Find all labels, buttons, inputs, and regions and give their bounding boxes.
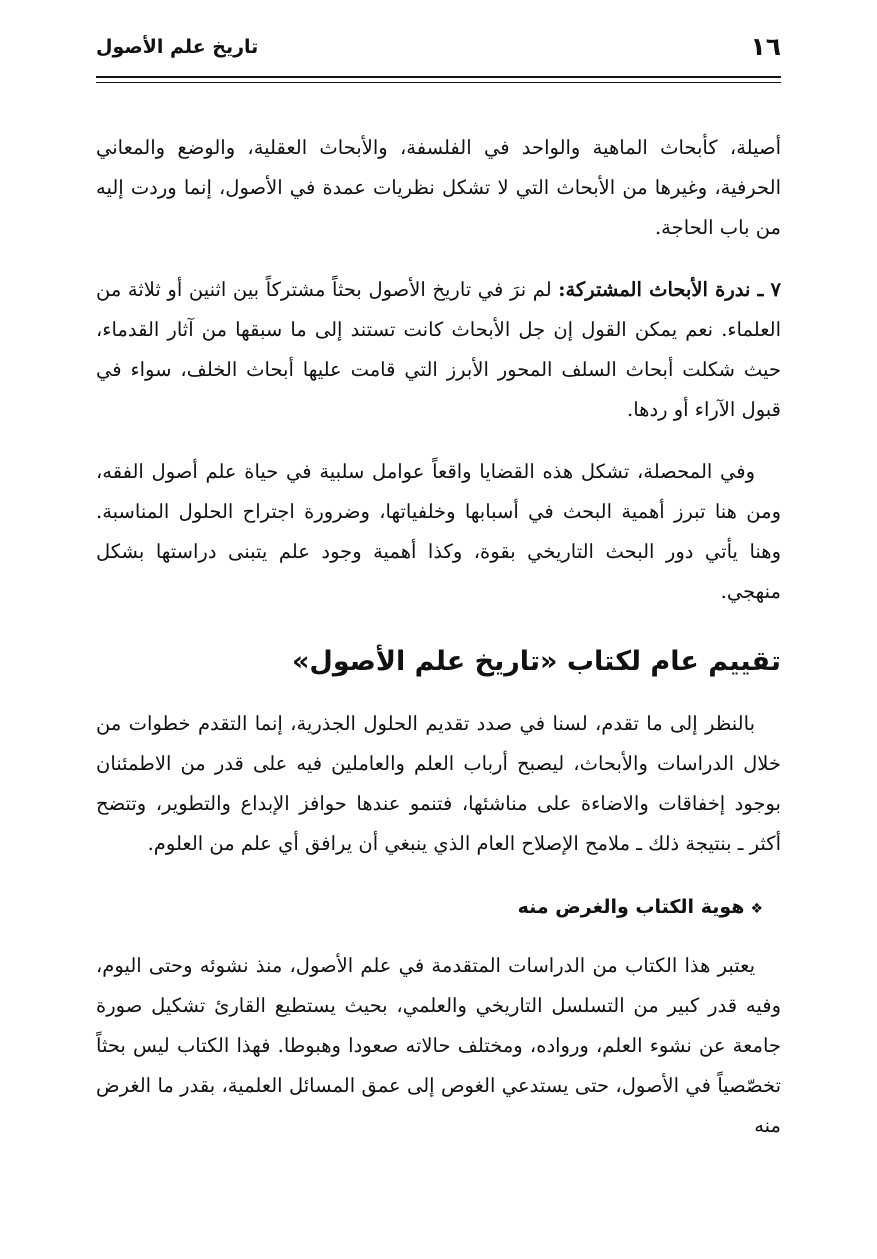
running-title: تاريخ علم الأصول: [96, 36, 259, 58]
sub-heading: [96, 890, 781, 926]
section-heading: تقييم عام لكتاب «تاريخ علم الأصول»: [291, 646, 781, 677]
sub-heading-text: هوية الكتاب والغرض منه: [517, 896, 745, 918]
header-rule-thick: [96, 76, 781, 78]
paragraph-5: يعتبر هذا الكتاب من الدراسات المتقدمة في علم الأصول، منذ نشوئه وحتى اليوم، وفيه قدر كبير من التسلسل التاريخي والعلمي، بحيث يستطيع القارئ تشكيل صورة جامعة عن نشوء العلم، ورواده، ومختلف حالاته صعودا وهبوطا. فهذا الكتاب ليس بحثاً تخصّصياً في الأصول، حتى يستدعي الغوص إلى عمق المسائل العلمية، بقدر ما الغرض منه: [96, 954, 781, 1137]
paragraph-2: [96, 270, 781, 430]
page-number: ١٦: [750, 32, 781, 61]
paragraph-2-lead: ٧ ـ ندرة الأبحاث المشتركة:: [558, 278, 782, 301]
paragraph-2-text: لم نرَ في تاريخ الأصول بحثاً مشتركاً بين اثنين أو ثلاثة من العلماء. نعم يمكن القول إن جل الأبحاث كانت تستند إلى ما سبقها من آثار القدماء، حيث شكلت أبحاث السلف المحور الأبرز التي قامت عليها أبحاث الخلف، سواء في قبول الآراء أو ردها.: [96, 278, 781, 421]
page-header: [96, 30, 781, 70]
diamond-bullet-icon: ❖: [750, 901, 763, 917]
header-rule-thin: [96, 82, 781, 83]
paragraph-1: أصيلة، كأبحاث الماهية والواحد في الفلسفة، والأبحاث العقلية، والوضع والمعاني الحرفية، وغيرها من الأبحاث التي لا تشكل نظريات عمدة في الأصول، إنما وردت إليه من باب الحاجة.: [96, 136, 781, 239]
paragraph-3: وفي المحصلة، تشكل هذه القضايا واقعاً عوامل سلبية في حياة علم أصول الفقه، ومن هنا تبرز أهمية البحث في أسبابها وخلفياتها، وضرورة اجتراح الحلول المناسبة. وهنا يأتي دور البحث التاريخي بقوة، وكذا أهمية وجود علم يتبنى دراستها بشكل منهجي.: [96, 460, 781, 603]
paragraph-4: بالنظر إلى ما تقدم، لسنا في صدد تقديم الحلول الجذرية، إنما التقدم خطوات من خلال الدراسات والأبحاث، ليصبح أرباب العلم والعاملين فيه على قدر من الاطمئنان بوجود إخفاقات والاضاءة على مناشئها، فتنمو عندها حوافز الإبداع والتطوير، وتتضح أكثر ـ بنتيجة ذلك ـ ملامح الإصلاح العام الذي ينبغي أن يرافق أي علم من العلوم.: [96, 712, 781, 855]
page-body: [96, 128, 781, 1146]
